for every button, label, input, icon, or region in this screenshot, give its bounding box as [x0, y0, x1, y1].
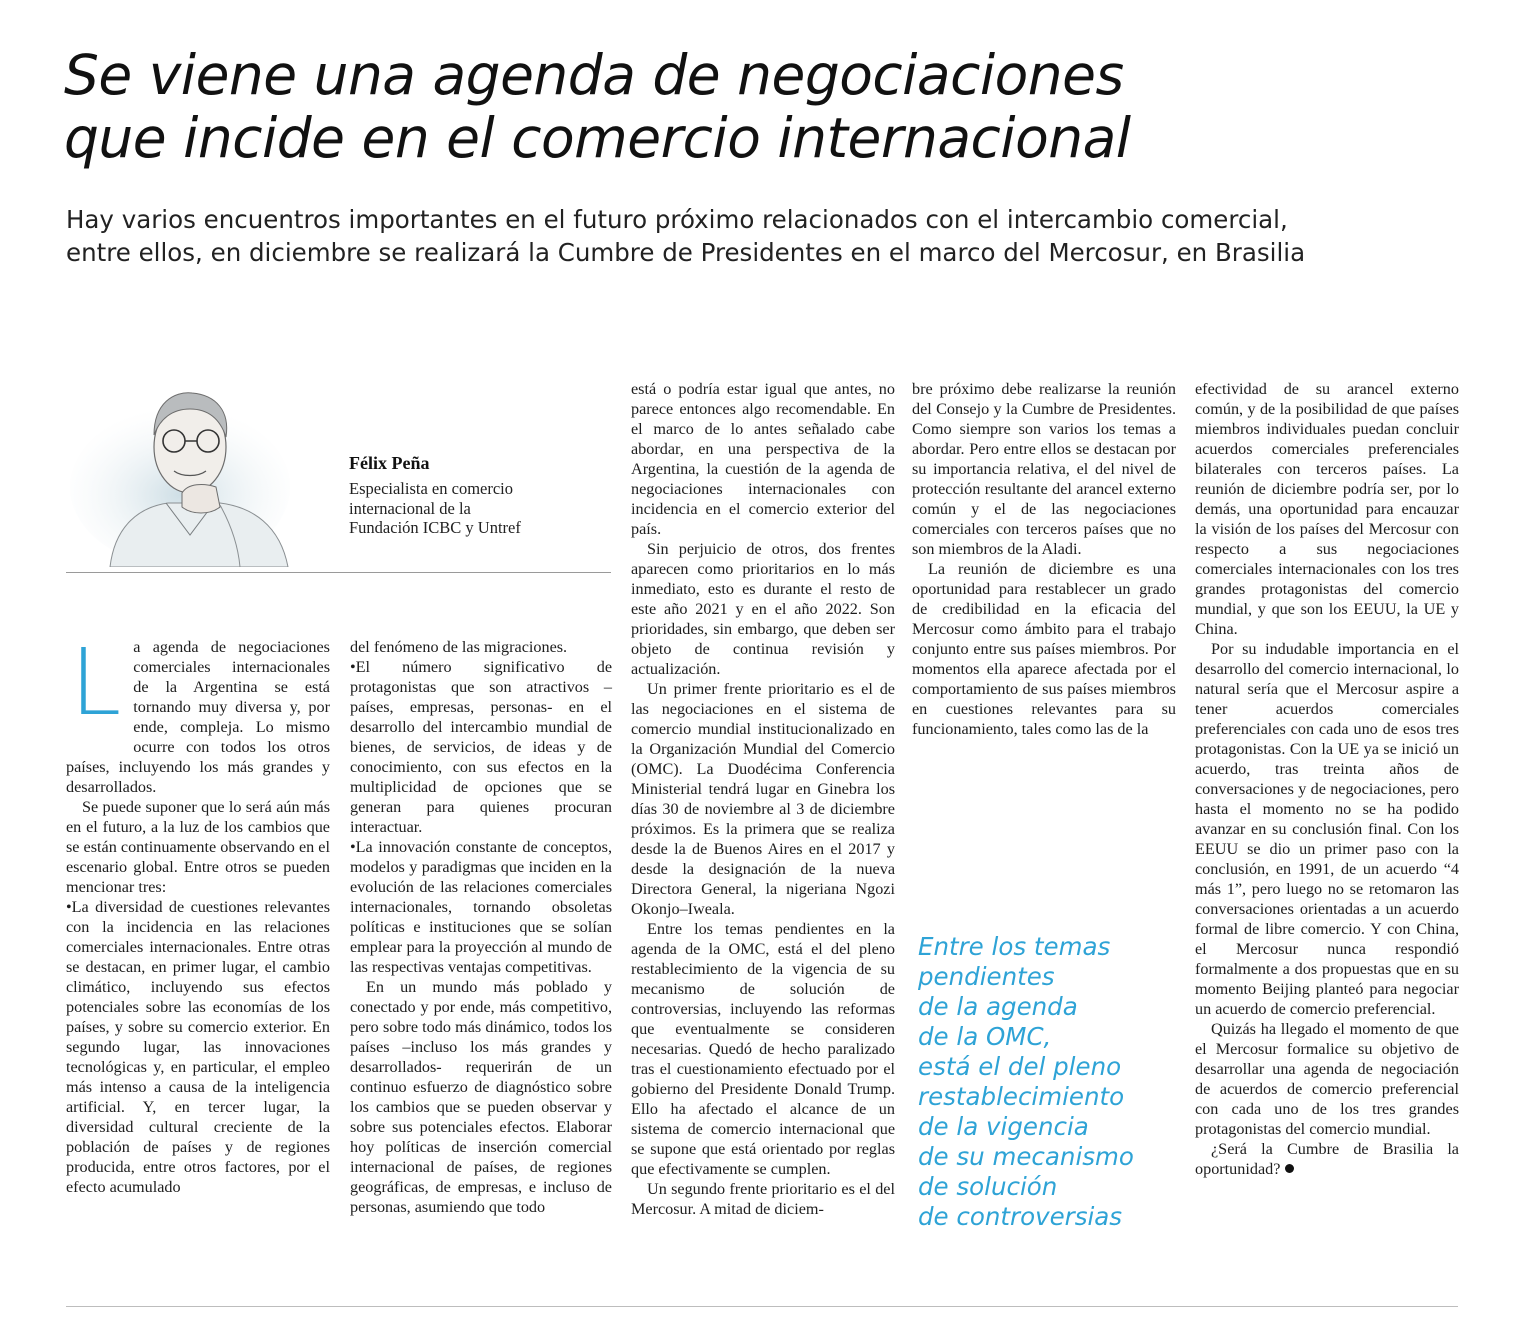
body-paragraph: del fenómeno de las migraciones. [350, 638, 568, 656]
body-paragraph: Un segundo frente prioritario es el del Mercosur. A mitad de diciem- [631, 1180, 895, 1218]
body-paragraph: Entre los temas pendientes en la agenda de la OMC, está el del pleno restablecimiento de la vigencia de su mecanismo de solución de controversias, incluyendo las reformas que eventualmente se consideren necesarias. Quedó de hecho paralizado tras el cuestionamiento efectuado por el gobierno del Presidente Donald Trump. Ello ha afectado el alcance de un sistema de comercio internacional que se supone que está orientado por reglas que efectivamente se cumplen. [631, 920, 895, 1178]
headline-line: Se viene una agenda de negociaciones [64, 43, 1124, 107]
pull-quote-line: de solución [918, 1172, 1058, 1201]
body-column-3 [631, 379, 895, 1219]
body-paragraph: •La diversidad de cuestiones relevantes con la incidencia en las relaciones comerciales internacionales. Entre otras se destacan, en primer lugar, el cambio climático, incluyendo sus efectos potenciales sobre las economías de los países, y sobre su comercio exterior. En segundo lugar, las innovaciones tecnológicas y, en particular, el empleo más intenso a causa de la inteligencia artificial. Y, en tercer lugar, la diversidad cultural creciente de la población de países y de regiones producida, entre otros factores, por el efecto acumulado [66, 898, 330, 1196]
headline [64, 44, 1484, 170]
author-divider [66, 572, 611, 573]
author-bio [349, 479, 609, 538]
body-paragraph: •La innovación constante de conceptos, modelos y paradigmas que inciden en la evolución de las relaciones comerciales internacionales, tornando obsoletas políticas e instituciones que se solían emplear para la proyección al mundo de las respectivas ventajas competitivas. [350, 838, 612, 976]
body-column-5 [1195, 379, 1459, 1179]
author-bio-line: Especialista en comercio [349, 479, 514, 498]
body-paragraph: •El número significativo de protagonistas que son atractivos –países, empresas, personas- en el desarrollo del intercambio mundial de bienes, de servicios, de ideas y de conocimiento, con sus efectos en la multiplicidad de opciones que se generan para quienes procuran interactuar. [350, 658, 612, 836]
subheadline-line: Hay varios encuentros importantes en el futuro próximo relacionados con el intercambio comercial, [66, 205, 1288, 234]
author-portrait-illustration [70, 375, 332, 567]
end-mark-icon [1285, 1164, 1294, 1173]
body-paragraph: Quizás ha llegado el momento de que el Mercosur formalice su objetivo de desarrollar una agenda de negociación de acuerdos de comercio preferencial con cada uno de los tres grandes protagonistas del comercio mundial. [1195, 1020, 1459, 1138]
subheadline-line: entre ellos, en diciembre se realizará la Cumbre de Presidentes en el marco del Mercosur, en Brasilia [66, 238, 1306, 267]
body-column-1 [66, 629, 330, 1197]
pull-quote [918, 932, 1178, 1232]
body-paragraph: está o podría estar igual que antes, no parece entonces algo recomendable. En el marco de lo antes señalado cabe abordar, en una perspectiva de la Argentina, la cuestión de la agenda de negociaciones internacionales con incidencia en el comercio exterior del país. [631, 380, 895, 538]
body-paragraph: En un mundo más poblado y conectado y por ende, más competitivo, pero sobre todo más dinámico, todos los países –incluso los más grandes y desarrollados- requerirán de un continuo esfuerzo de diagnóstico sobre los cambios que se pueden observar y sobre sus potenciales efectos. Elaborar hoy políticas de inserción comercial internacional de países, de regiones geográficas, de empresas, e incluso de personas, asumiendo que todo [350, 978, 612, 1216]
body-paragraph: Por su indudable importancia en el desarrollo del comercio internacional, lo natural sería que el Mercosur aspire a tener acuerdos comerciales preferenciales con cada uno de esos tres protagonistas. Con la UE ya se inició un acuerdo, tras treinta años de conversaciones y de negociaciones, pero hasta el momento no se ha podido avanzar en su conclusión final. Con los EEUU se dio un primer paso con la conclusión, en 1991, de un acuerdo “4 más 1”, pero luego no se retomaron las conversaciones orientadas a un acuerdo formal de libre comercio. Y con China, el Mercosur nunca respondió formalmente a dos propuestas que en su momento Beijing planteó para negociar un acuerdo de comercio preferencial. [1195, 640, 1459, 1018]
body-paragraph: La reunión de diciembre es una oportunidad para restablecer un grado de credibilidad en la eficacia del Mercosur como ámbito para el trabajo conjunto entre sus países miembros. Por momentos ella aparece afectada por el comportamiento de sus países miembros en cuestiones relevantes para su funcionamiento, tales como las de la [912, 560, 1176, 738]
closing-paragraph [1195, 1139, 1459, 1179]
author-bio-line: Fundación ICBC y Untref [349, 518, 521, 537]
body-paragraph: Se puede suponer que lo será aún más en el futuro, a la luz de los cambios que se están continuamente observando en el escenario global. Entre otros se pueden mencionar tres: [66, 798, 330, 896]
body-paragraph: Un primer frente prioritario es el de las negociaciones en el sistema de comercio mundial institucionalizado en la Organización Mundial del Comercio (OMC). La Duodécima Conferencia Ministerial tendrá lugar en Ginebra los días 30 de noviembre al 3 de diciembre próximos. Es la primera que se realiza desde la de Buenos Aires en el 2017 y desde la designación de la nueva Directora General, la nigeriana Ngozi Okonjo–Iweala. [631, 680, 895, 918]
body-paragraph: efectividad de su arancel externo común, y de la posibilidad de que países miembros individuales puedan concluir acuerdos comerciales preferenciales bilaterales con terceros países. La reunión de diciembre podría ser, por lo demás, una oportunidad para encauzar la visión de los países del Mercosur con respecto a sus negociaciones comerciales internacionales con los tres grandes protagonistas del comercio mundial, y que son los EEUU, la UE y China. [1195, 380, 1459, 638]
pull-quote-line: restablecimiento [918, 1082, 1125, 1111]
body-column-4 [912, 379, 1176, 739]
pull-quote-line: pendientes [918, 962, 1055, 991]
pull-quote-line: Entre los temas [918, 932, 1111, 961]
author-name: Félix Peña [349, 453, 430, 473]
body-paragraph: a agenda de negociaciones comerciales internacionales de la Argentina se está tornando muy diversa y, por ende, compleja. Lo mismo ocurre con todos los otros países, incluyendo los más grandes y desarrollados. [66, 638, 330, 796]
body-paragraph: bre próximo debe realizarse la reunión del Consejo y la Cumbre de Presidentes. Como siempre son varios los temas a abordar. Pero entre ellos se destacan por su importancia relativa, el del nivel de protección resultante del arancel externo común y el de las negociaciones comerciales con terceros países que no son miembros de la Aladi. [912, 380, 1176, 558]
subheadline [66, 203, 1486, 269]
closing-sentence: ¿Será la Cumbre de Brasilia la oportunidad? [1195, 1140, 1459, 1178]
author-bio-line: internacional de la [349, 498, 471, 518]
pull-quote-line: está el del pleno [918, 1052, 1122, 1081]
bottom-rule [66, 1306, 1458, 1307]
pull-quote-line: de la OMC, [918, 1022, 1052, 1051]
pull-quote-line: de controversias [918, 1202, 1123, 1231]
body-column-2 [350, 637, 612, 1217]
headline-line: que incide en el comercio internacional [64, 106, 1131, 170]
pull-quote-line: de la agenda [918, 992, 1078, 1021]
body-paragraph: Sin perjuicio de otros, dos frentes aparecen como prioritarios en lo más inmediato, esto es durante el resto de este año 2021 y en el año 2022. Son prioridades, sin embargo, que deben ser objeto de continua revisión y actualización. [631, 540, 895, 678]
drop-cap: L [70, 629, 122, 736]
pull-quote-line: de la vigencia [918, 1112, 1089, 1141]
pull-quote-line: de su mecanismo [918, 1142, 1134, 1171]
